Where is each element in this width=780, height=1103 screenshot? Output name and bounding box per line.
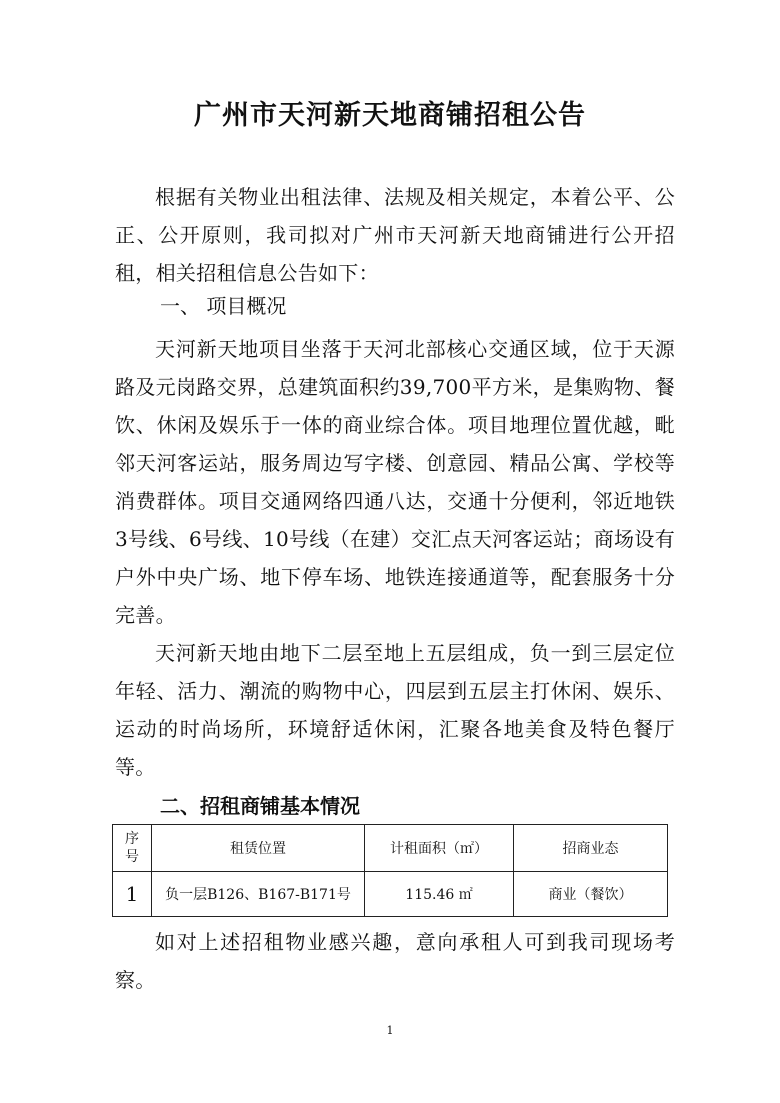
- table-header-row: [113, 825, 668, 872]
- header-no: 序号: [113, 825, 152, 872]
- header-location: 租赁位置: [152, 825, 365, 872]
- rental-table: [112, 824, 668, 917]
- header-business: 招商业态: [514, 825, 668, 872]
- document-title: 广州市天河新天地商铺招租公告: [194, 100, 586, 131]
- section-1-paragraph-2: 天河新天地由地下二层至地上五层组成，负一到三层定位年轻、活力、潮流的购物中心，四层到五层主打休闲、娱乐、运动的时尚场所，环境舒适休闲，汇聚各地美食及特色餐厅等。: [115, 641, 675, 779]
- cell-no: 1: [113, 872, 152, 917]
- section-1-heading: 一、 项目概况: [160, 294, 287, 318]
- table-row: [113, 872, 668, 917]
- closing-paragraph: 如对上述招租物业感兴趣，意向承租人可到我司现场考察。: [115, 930, 675, 992]
- section-1-paragraph-1: 天河新天地项目坐落于天河北部核心交通区域，位于天源路及元岗路交界，总建筑面积约39,700平方米，是集购物、餐饮、休闲及娱乐于一体的商业综合体。项目地理位置优越，毗邻天河客运站，服务周边写字楼、创意园、精品公寓、学校等消费群体。项目交通网络四通八达，交通十分便利，邻近地铁3号线、6号线、10号线（在建）交汇点天河客运站；商场设有户外中央广场、地下停车场、地铁连接通道等，配套服务十分完善。: [115, 337, 675, 627]
- cell-business: 商业（餐饮）: [514, 872, 668, 917]
- section-2-heading: 二、招租商铺基本情况: [160, 794, 360, 818]
- cell-location: 负一层B126、B167-B171号: [152, 872, 365, 917]
- cell-area: 115.46 ㎡: [365, 872, 514, 917]
- page-number: 1: [386, 1024, 394, 1037]
- intro-paragraph: 根据有关物业出租法律、法规及相关规定，本着公平、公正、公开原则，我司拟对广州市天河新天地商铺进行公开招租，相关招租信息公告如下：: [115, 185, 675, 285]
- header-area: 计租面积（㎡）: [365, 825, 514, 872]
